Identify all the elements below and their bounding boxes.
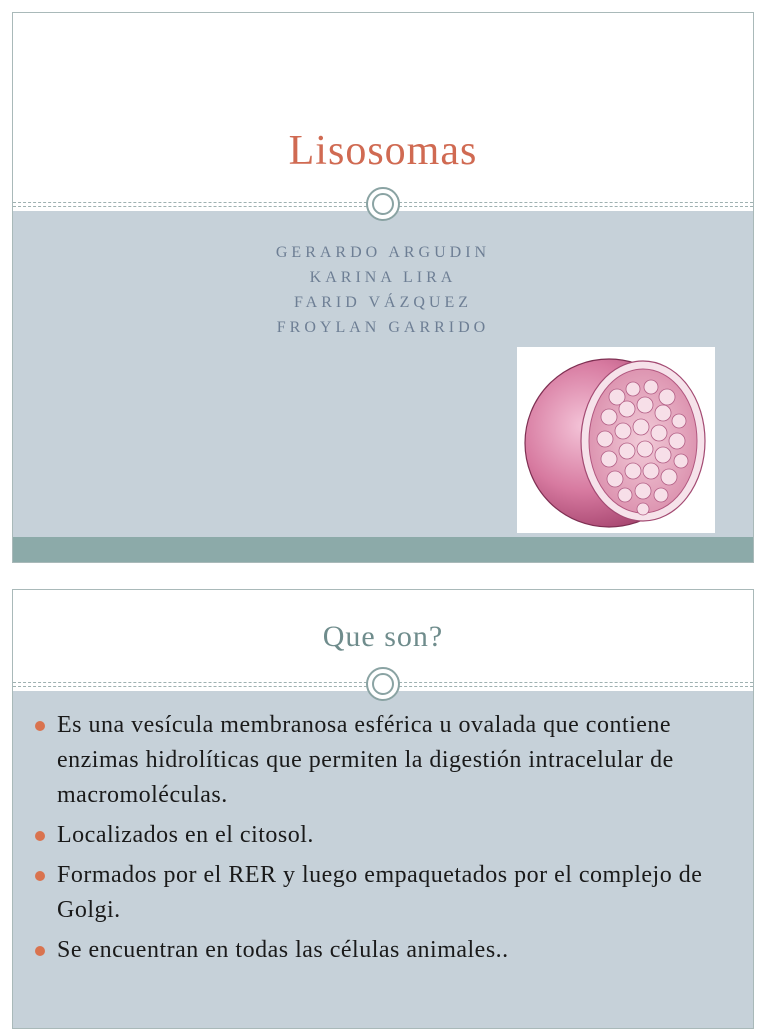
slide-2 [12, 589, 754, 1029]
bullet-text: Localizados en el citosol. [57, 822, 314, 848]
slide-title: Que son? [322, 620, 444, 653]
author-name: GERARDO ARGUDIN [275, 244, 491, 261]
bullet-item [35, 933, 735, 968]
footer-band [13, 537, 753, 563]
bullet-dot-icon [35, 831, 45, 841]
bullet-dot-icon [35, 871, 45, 881]
slide-title: Lisosomas [288, 128, 478, 174]
bullet-item [35, 818, 735, 853]
lysosome-drawing [517, 347, 715, 533]
bullet-text: Se encuentran en todas las células animales.. [57, 937, 509, 963]
author-list [13, 240, 753, 340]
ring-ornament-icon [366, 667, 400, 701]
bullet-dot-icon [35, 946, 45, 956]
title-area [13, 13, 753, 205]
author-name: FARID VÁZQUEZ [293, 294, 473, 311]
lysosome-illustration [517, 347, 715, 533]
author-name: FROYLAN GARRIDO [276, 319, 490, 336]
bullet-text: Es una vesícula membranosa esférica u ovalada que contiene enzimas hidrolíticas que permiten la digestión intracelular de macromoléculas. [57, 712, 674, 808]
bullet-item [35, 858, 735, 928]
ring-ornament-icon [366, 187, 400, 221]
bullet-list [35, 708, 735, 973]
author-name: KARINA LIRA [309, 269, 457, 286]
slide-1 [12, 12, 754, 563]
bullet-text: Formados por el RER y luego empaquetados por el complejo de Golgi. [57, 862, 703, 923]
bullet-dot-icon [35, 721, 45, 731]
bullet-item [35, 708, 735, 813]
